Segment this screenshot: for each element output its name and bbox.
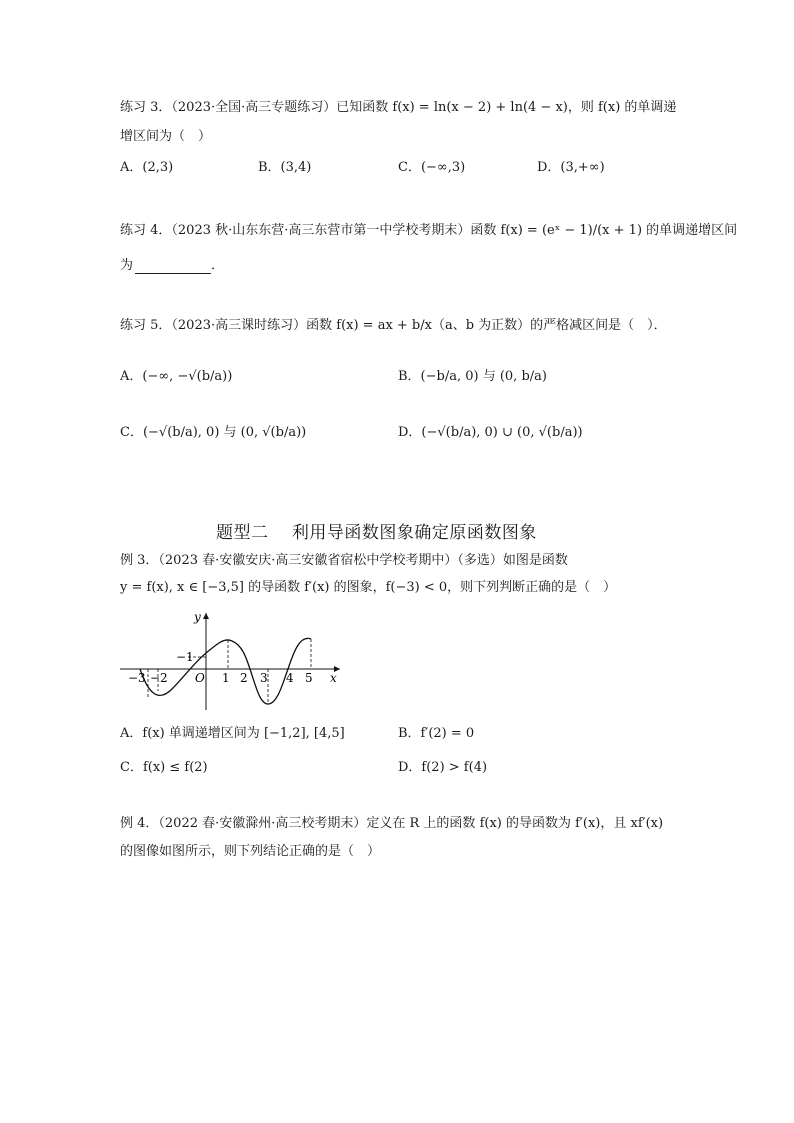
exercise-5-stem: 练习 5．（2023·高三课时练习）函数 f(x) = ax + b/x（a、b 为正数）的严格减区间是（ ）． [120,318,667,333]
example-3-stem-line2: y = f(x), x ∈ [−3,5] 的导函数 f′(x) 的图象，f(−3) < 0，则下列判断正确的是（ ） [120,580,617,595]
exercise-3-option-c: C．(−∞,3) [398,160,466,175]
exercise-4-stem-line1: 练习 4．（2023 秋·山东东营·高三东营市第一中学校考期末）函数 f(x) = (eˣ − 1)/(x + 1) 的单调递增区间 [120,223,738,238]
section-title: 题型二 利用导函数图象确定原函数图象 [216,523,537,543]
exercise-4-prefix: 为 [120,258,134,273]
exercise-3-stem-line2: 增区间为（ ） [120,129,212,144]
example-4-stem-line1: 例 4．（2022 春·安徽滁州·高三校考期末）定义在 R 上的函数 f(x) 的导函数为 f′(x)，且 xf′(x) [120,816,664,831]
example-3-option-c: C．f(x) ≤ f(2) [120,760,208,775]
exercise-4-stem-line2 [120,258,224,274]
example-3-option-d: D．f(2) > f(4) [398,760,488,775]
example-3-option-a: A．f(x) 单调递增区间为 [−1,2], [4,5] [120,726,345,741]
derivative-graph [118,607,348,712]
answer-blank [135,261,211,274]
x-tick-minus2: −2 [150,671,168,685]
y-tick-minus1: −1 [176,650,194,664]
exercise-5-option-c: C．(−√(b/a), 0) 与 (0, √(b/a)) [120,425,307,440]
x-tick-5: 5 [305,671,313,685]
x-tick-minus3: −3 [128,671,146,685]
exercise-5-option-d: D．(−√(b/a), 0) ∪ (0, √(b/a)) [398,425,583,440]
x-axis-label: x [330,671,337,685]
exercise-3-option-a: A．(2,3) [120,160,174,175]
example-4-stem-line2: 的图像如图所示，则下列结论正确的是（ ） [120,844,381,859]
exercise-3-option-b: B．(3,4) [258,160,312,175]
example-3-stem-line1: 例 3．（2023 春·安徽安庆·高三安徽省宿松中学校考期中）（多选）如图是函数 [120,553,568,568]
origin-label: O [195,671,205,685]
x-tick-2: 2 [240,671,248,685]
exercise-4-suffix: ． [211,258,225,273]
x-tick-1: 1 [222,671,230,685]
y-axis-label: y [194,610,201,624]
x-tick-4: 4 [286,671,294,685]
exercise-5-option-a: A．(−∞, −√(b/a)) [120,369,233,384]
exercise-3-stem-line1: 练习 3．（2023·全国·高三专题练习）已知函数 f(x) = ln(x − 2) + ln(4 − x)，则 f(x) 的单调递 [120,100,677,115]
exercise-3-option-d: D．(3,+∞) [537,160,605,175]
example-3-option-b: B．f′(2) = 0 [398,726,475,741]
exercise-5-option-b: B．(−b/a, 0) 与 (0, b/a) [398,369,547,384]
x-tick-3: 3 [260,671,268,685]
